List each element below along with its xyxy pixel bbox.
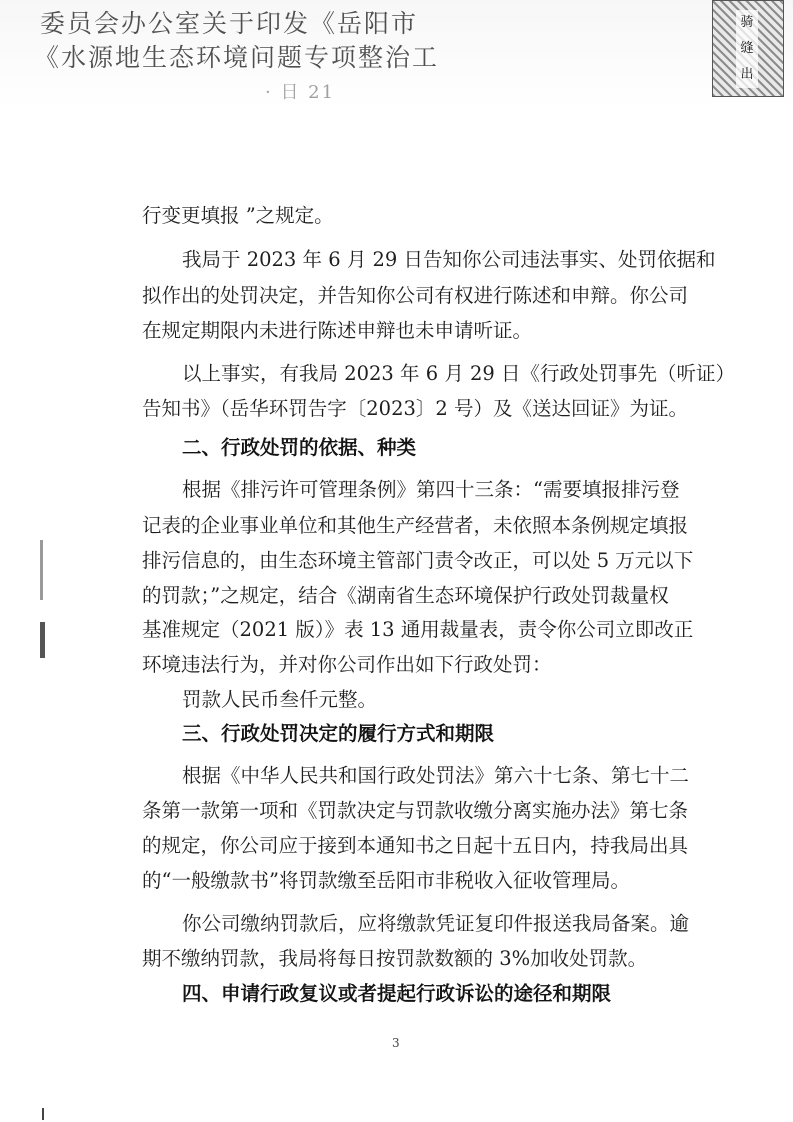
scan-edge-mark-dark [40,622,45,658]
body-line-19: 的“一般缴款书”将罚款缴至岳阳市非税收入征收管理局。 [142,869,630,892]
fine-amount-line: 罚款人民币叁仟元整。 [182,688,378,711]
scan-edge-mark [40,540,43,600]
body-line-6: 告知书》（岳华环罚告字〔2023〕2 号）及《送达回证》为证。 [142,397,688,420]
seam-stamp-text: 骑 缝 出 [736,10,758,88]
body-line-16: 根据《中华人民共和国行政处罚法》第六十七条、第七十二 [182,764,690,787]
body-line-10: 排污信息的，由生态环境主管部门责令改正，可以处 5 万元以下 [142,549,694,572]
body-line-20: 你公司缴纳罚款后，应将缴款凭证复印件报送我局备案。逾 [182,912,690,935]
body-line-9: 记表的企业事业单位和其他生产经营者，未依照本条例规定填报 [142,514,689,537]
section-heading-2: 二、行政处罚的依据、种类 [182,436,417,459]
body-line-1: 行变更填报 ”之规定。 [142,204,334,227]
body-line-17: 条第一款第一项和《罚款决定与罚款收缴分离实施办法》第七条 [142,799,689,822]
section-heading-3: 三、行政处罚决定的履行方式和期限 [182,722,495,745]
page-number: 3 [392,1036,400,1050]
scan-bottom-mark [42,1108,44,1120]
body-line-3: 拟作出的处罚决定，并告知你公司有权进行陈述和申辩。你公司 [142,284,689,307]
header-bleed-line-1: 委员会办公室关于印发《岳阳市 [40,9,419,38]
body-line-2: 我局于 2023 年 6 月 29 日告知你公司违法事实、处罚依据和 [182,248,716,271]
body-line-5: 以上事实，有我局 2023 年 6 月 29 日《行政处罚事先（听证） [182,362,736,385]
section-heading-4: 四、申请行政复议或者提起行政诉讼的途径和期限 [182,982,612,1005]
body-line-18: 的规定，你公司应于接到本通知书之日起十五日内，持我局出具 [142,834,689,857]
body-line-8: 根据《排污许可管理条例》第四十三条：“需要填报排污登 [182,478,680,501]
header-bleed-line-2: 《水源地生态环境问题专项整治工 [34,43,440,72]
body-line-13: 环境违法行为，并对你公司作出如下行政处罚： [142,653,552,676]
body-line-11: 的罚款；”之规定，结合《湖南省生态环境保护行政处罚裁量权 [142,584,669,607]
body-line-21: 期不缴纳罚款，我局将每日按罚款数额的 3%加收处罚款。 [142,947,648,970]
body-line-4: 在规定期限内未进行陈述申辩也未申请听证。 [142,319,533,342]
header-bleed-line-3: · 日 21 [265,82,336,103]
body-line-12: 基准规定（2021 版）》表 13 通用裁量表，责令你公司立即改正 [142,618,694,641]
